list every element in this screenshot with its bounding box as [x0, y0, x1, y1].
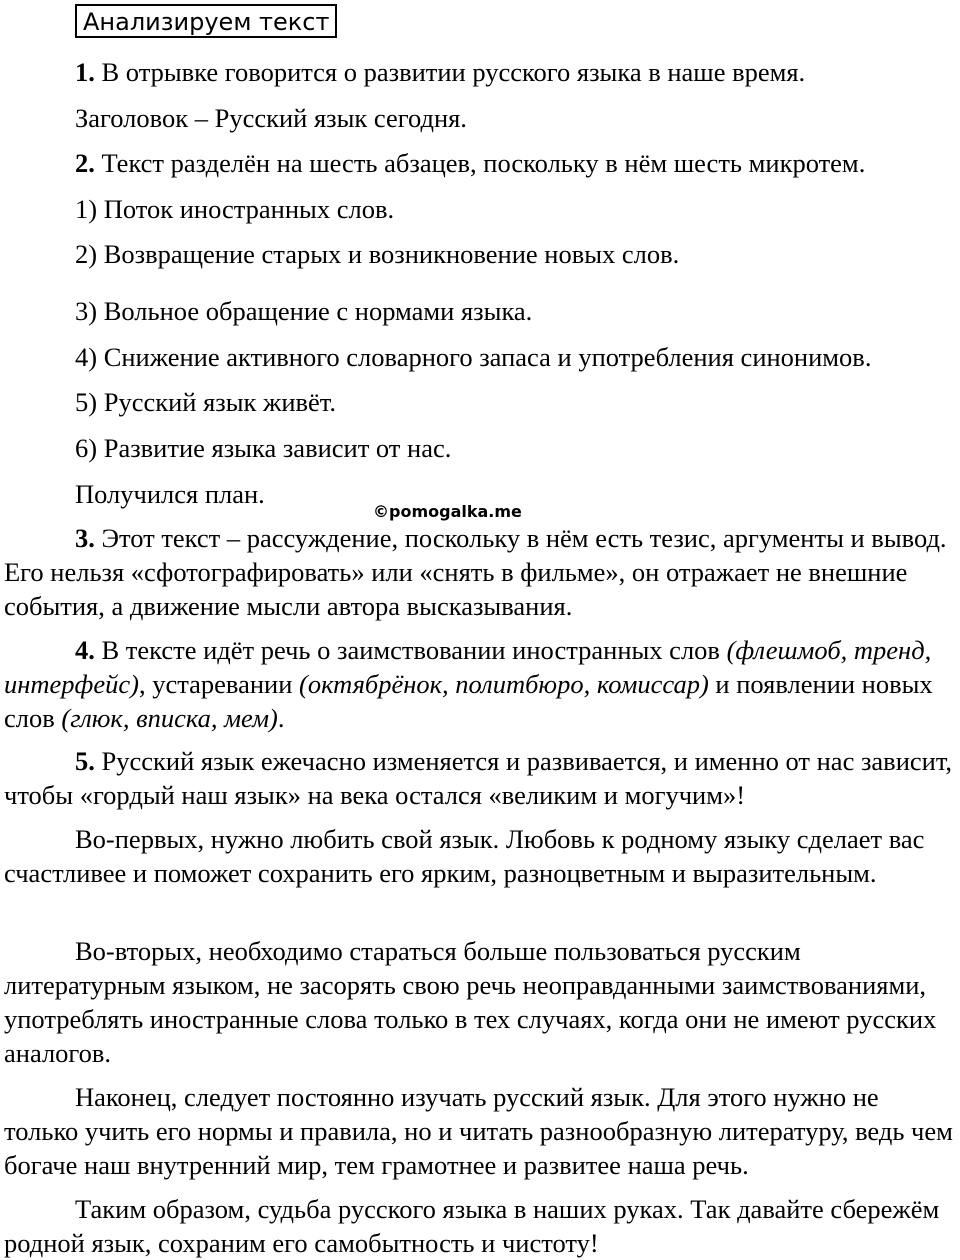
answer-4-example-2: (октябрёнок, политбюро, комиссар)	[299, 669, 709, 699]
answer-4-number: 4.	[75, 635, 95, 665]
essay-paragraph-2: Во-вторых, необходимо стараться больше пользоваться русским литературным языком, не засорять свою речь неоправданными заимствованиями, употреблять иностранные слова только в тех случаях, когда они не имеют русских аналогов.	[4, 936, 937, 1068]
answer-5	[4, 744, 956, 812]
answer-1	[75, 55, 805, 89]
answer-1-number: 1.	[75, 57, 95, 87]
essay-paragraph-1: Во-первых, нужно любить свой язык. Любовь к родному языку сделает вас счастливее и поможет сохранить его ярким, разноцветным и выразительным.	[4, 824, 925, 888]
answer-3-number: 3.	[75, 523, 95, 553]
answer-4-text-1: В тексте идёт речь о заимствовании иностранных слов	[94, 635, 727, 665]
answer-3-text: Этот текст – рассуждение, поскольку в нём есть тезис, аргументы и вывод. Его нельзя «сфотографировать» или «снять в фильме», он отражает не внешние события, а движение мысли автора высказывания.	[4, 523, 947, 621]
essay-paragraph-3: Наконец, следует постоянно изучать русский язык. Для этого нужно не только учить его нормы и правила, но и читать разнообразную литературу, ведь чем богаче наш внутренний мир, тем грамотнее и развитее наша речь.	[4, 1082, 953, 1180]
answer-2-number: 2.	[75, 148, 95, 178]
answer-5-text: Русский язык ежечасно изменяется и развивается, и именно от нас зависит, чтобы «гордый наш язык» на века остался «великим и могучим»!	[4, 746, 953, 810]
answer-2-text: Текст разделён на шесть абзацев, поскольку в нём шесть микротем.	[94, 148, 866, 178]
plan-item-2: 2) Возвращение старых и возникновение новых слов.	[75, 239, 680, 269]
answer-4-text-2: , устаревании	[138, 669, 300, 699]
answer-3	[4, 521, 956, 623]
plan-conclusion: Получился план.	[75, 479, 265, 509]
plan-item-4: 4) Снижение активного словарного запаса и употребления синонимов.	[75, 342, 872, 372]
plan-item-6: 6) Развитие языка зависит от нас.	[75, 433, 452, 463]
answer-1-text: В отрывке говорится о развитии русского языка в наше время.	[94, 57, 806, 87]
watermark: ©pomogalka.me	[373, 502, 522, 521]
plan-item-5: 5) Русский язык живёт.	[75, 387, 337, 417]
answer-4-text-4: .	[277, 703, 285, 733]
answer-2	[75, 146, 865, 180]
essay-paragraph-4: Таким образом, судьба русского языка в наших руках. Так давайте сбережём родной язык, сохраним его самобытность и чистоту!	[4, 1194, 940, 1258]
answer-4-example-1: (флешмоб, тренд, интерфейс)	[4, 635, 932, 699]
answer-4-text-3: и появлении новых слов	[4, 669, 933, 733]
answer-4-example-3: (глюк, вписка, мем)	[61, 703, 278, 733]
plan-item-3: 3) Вольное обращение с нормами языка.	[75, 296, 533, 326]
section-heading: Анализируем текст	[75, 4, 337, 38]
answer-1-title-line: Заголовок – Русский язык сегодня.	[75, 103, 467, 133]
answer-5-number: 5.	[75, 746, 95, 776]
answer-4	[4, 633, 956, 735]
plan-item-1: 1) Поток иностранных слов.	[75, 194, 395, 224]
